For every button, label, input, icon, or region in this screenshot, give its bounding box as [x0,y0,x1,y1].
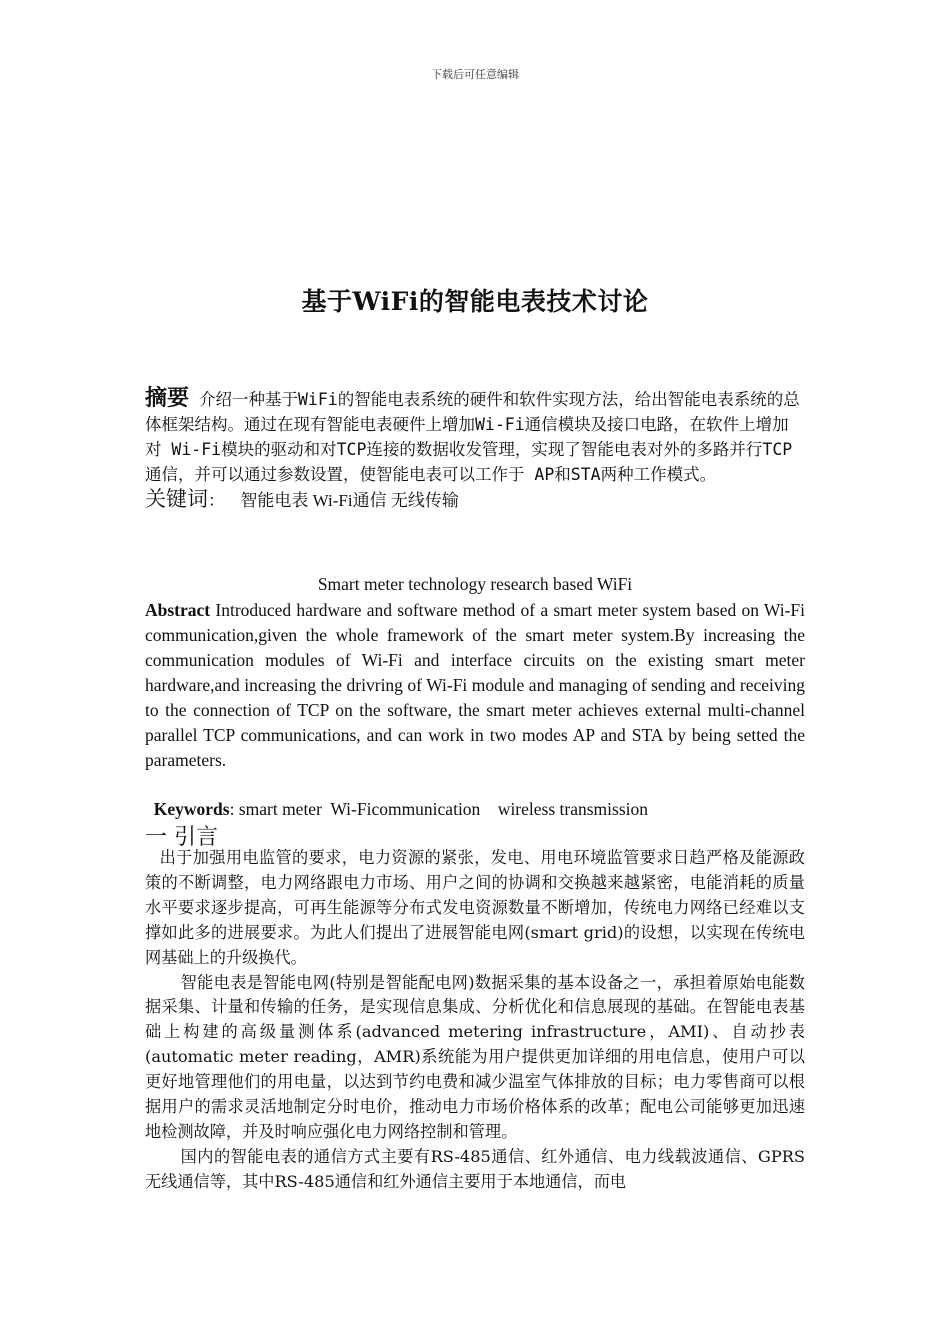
paragraph: 出于加强用电监管的要求，电力资源的紧张，发电、用电环境监管要求日趋严格及能源政策的不断调整，电力网络跟电力市场、用户之间的协调和交换越来越紧密，电能消耗的质量水平要求逐步提高，可再生能源等分布式发电资源数量不断增加，传统电力网络已经难以支撑如此多的进展要求。为此人们提出了进展智能电网(smart grid)的设想，以实现在传统电网基础上的升级换代。 [145,848,805,967]
keywords-cn-colon: ： [208,491,225,510]
abstract-en-text: Introduced hardware and software method of a smart meter system based on Wi-Fi communication,given the whole framework of the smart meter system.By increasing the communication modules of Wi-Fi and interface circuits on the existing smart meter hardware,and increasing the drivring of Wi-Fi module and managing of sending and receiving to the connection of TCP on the software, the smart meter achieves external multi-channel parallel TCP communications, and can work in two modes AP and STA by being setted the parameters. [145,600,805,770]
keywords-en-label: Keywords [153,799,230,819]
abstract-cn-label: 摘要 [145,386,190,411]
keywords-en [145,772,805,822]
keywords-cn-label: 关键词 [145,487,208,511]
section-heading: 一 引言 [145,825,218,850]
paragraph: 国内的智能电表的通信方式主要有RS-485通信、红外通信、电力线载波通信、GPRS无线通信等，其中RS-485通信和红外通信主要用于本地通信，而电 [145,1146,805,1191]
abstract-en [145,598,805,773]
page-header-note: 下载后可任意编辑 [431,68,519,81]
abstract-cn-text: 介绍一种基于WiFi的智能电表系统的硬件和软件实现方法，给出智能电表系统的总体框架结构。通过在现有智能电表硬件上增加Wi-Fi通信模块及接口电路，在软件上增加对 Wi-Fi模块的驱动和对TCP连接的数据收发管理，实现了智能电表对外的多路并行TCP通信，并可以通过参数设置，使智能电表可以工作于 AP和STA两种工作模式。 [145,390,800,484]
document-title: 基于WiFi的智能电表技术讨论 [301,287,649,316]
keywords-cn-text: 智能电表 Wi-Fi通信 无线传输 [240,491,459,510]
abstract-cn [145,386,805,513]
section-body [145,846,805,1195]
keywords-en-text: : smart meter Wi-Ficommunication wireless transmission [229,799,648,819]
paragraph: 智能电表是智能电网(特别是智能配电网)数据采集的基本设备之一，承担着原始电能数据采集、计量和传输的任务，是实现信息集成、分析优化和信息展现的基础。在智能电表基础上构建的高级量测体系(advanced metering infrastructure，AMI)、自动抄表(automatic meter reading，AMR)系统能为用户提供更加详细的用电信息，使用户可以更好地管理他们的用电量，以达到节约电费和减少温室气体排放的目标；电力零售商可以根据用户的需求灵活地制定分时电价，推动电力市场价格体系的改革；配电公司能够更加迅速地检测故障，并及时响应强化电力网络控制和管理。 [145,972,805,1141]
abstract-en-label: Abstract [145,600,211,620]
keywords-cn [145,487,805,513]
english-title: Smart meter technology research based WiFi [317,574,633,594]
